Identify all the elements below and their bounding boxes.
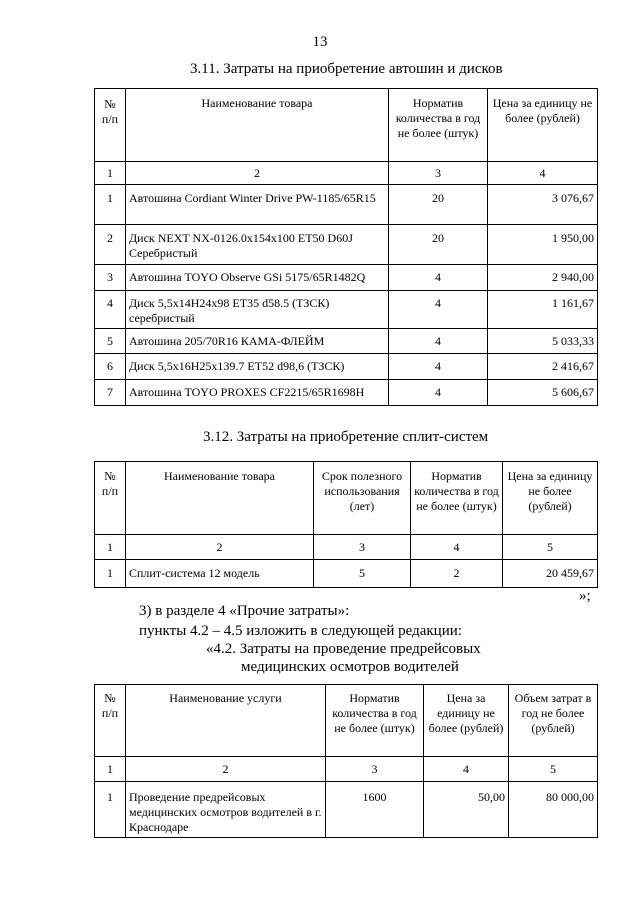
column-number: 3: [314, 535, 411, 560]
column-number: 1: [95, 162, 126, 185]
page-number: 13: [312, 34, 328, 50]
table-row: [95, 380, 598, 406]
row-number: 5: [95, 329, 126, 354]
header-cell: Срок полезного использования (лет): [314, 462, 411, 535]
column-number: 5: [509, 757, 598, 782]
product-name: Автошина 205/70R16 КАМА-ФЛЕЙМ: [126, 329, 389, 354]
table-header-row: [95, 685, 598, 757]
section-311-title: 3.11. Затраты на приобретение автошин и дисков: [190, 61, 503, 77]
header-cell: Норматив количества в год не более (штук): [389, 89, 488, 162]
price: 2 940,00: [488, 265, 598, 291]
header-cell: Объем затрат в год не более (рублей): [509, 685, 598, 757]
header-cell: № п/п: [95, 462, 126, 535]
product-name: Автошина TOYO Observe GSi 5175/65R1482Q: [126, 265, 389, 291]
column-number: 1: [95, 757, 126, 782]
column-number: 2: [126, 162, 389, 185]
column-number: 5: [503, 535, 598, 560]
quantity: 4: [389, 329, 488, 354]
column-number: 1: [95, 535, 126, 560]
row-number: 6: [95, 354, 126, 380]
table-row: [95, 225, 598, 265]
table-row: [95, 329, 598, 354]
column-number-row: [95, 162, 598, 185]
section-42-heading-line-1: «4.2. Затраты на проведение предрейсовых: [206, 641, 481, 657]
price: 50,00: [424, 782, 509, 838]
price: 1 950,00: [488, 225, 598, 265]
quantity: 20: [389, 185, 488, 225]
product-name: Диск NEXT NX-0126.0x154x100 ET50 D60J Серебристый: [126, 225, 389, 265]
column-number: 4: [488, 162, 598, 185]
table-row: [95, 560, 598, 588]
column-number: 4: [411, 535, 503, 560]
table-row: [95, 291, 598, 329]
service-name: Проведение предрейсовых медицинских осмотров водителей в г. Краснодаре: [126, 782, 326, 838]
total-cost: 80 000,00: [509, 782, 598, 838]
useful-life: 5: [314, 560, 411, 588]
price: 1 161,67: [488, 291, 598, 329]
row-number: 1: [95, 185, 126, 225]
section-312-title: 3.12. Затраты на приобретение сплит-систем: [203, 429, 489, 445]
table-row: [95, 782, 598, 838]
column-number: 2: [126, 535, 314, 560]
price: 2 416,67: [488, 354, 598, 380]
row-number: 1: [95, 782, 126, 838]
paragraph-line-2: пункты 4.2 – 4.5 изложить в следующей редакции:: [139, 623, 462, 639]
row-number: 1: [95, 560, 126, 588]
product-name: Диск 5,5x16H25x139.7 ET52 d98,6 (ТЗСК): [126, 354, 389, 380]
header-cell: Наименование товара: [126, 89, 389, 162]
row-number: 2: [95, 225, 126, 265]
quantity: 20: [389, 225, 488, 265]
column-number: 3: [326, 757, 424, 782]
table-42: [94, 684, 598, 838]
paragraph-line-1: 3) в разделе 4 «Прочие затраты»:: [139, 603, 350, 619]
column-number: 4: [424, 757, 509, 782]
header-cell: Норматив количества в год не более (штук): [411, 462, 503, 535]
row-number: 4: [95, 291, 126, 329]
column-number-row: [95, 535, 598, 560]
quantity: 4: [389, 354, 488, 380]
column-number: 2: [126, 757, 326, 782]
header-cell: Цена за единицу не более (рублей): [503, 462, 598, 535]
section-42-heading-line-2: медицинских осмотров водителей: [241, 659, 459, 675]
header-cell: № п/п: [95, 685, 126, 757]
table-header-row: [95, 89, 598, 162]
quantity: 4: [389, 265, 488, 291]
product-name: Автошина Cordiant Winter Drive PW-1185/65R15: [126, 185, 389, 225]
price: 5 033,33: [488, 329, 598, 354]
table-312: [94, 461, 598, 588]
table-row: [95, 185, 598, 225]
product-name: Диск 5,5x14H24x98 ET35 d58.5 (ТЗСК) серебристый: [126, 291, 389, 329]
header-cell: Цена за единицу не более (рублей): [424, 685, 509, 757]
header-cell: Наименование товара: [126, 462, 314, 535]
row-number: 7: [95, 380, 126, 406]
header-cell: Цена за единицу не более (рублей): [488, 89, 598, 162]
product-name: Сплит-система 12 модель: [126, 560, 314, 588]
header-cell: Наименование услуги: [126, 685, 326, 757]
table-row: [95, 354, 598, 380]
price: 20 459,67: [503, 560, 598, 588]
table-row: [95, 265, 598, 291]
quantity: 4: [389, 291, 488, 329]
quantity: 4: [389, 380, 488, 406]
column-number: 3: [389, 162, 488, 185]
quantity: 2: [411, 560, 503, 588]
table-header-row: [95, 462, 598, 535]
column-number-row: [95, 757, 598, 782]
header-cell: № п/п: [95, 89, 126, 162]
row-number: 3: [95, 265, 126, 291]
table-311: [94, 88, 598, 406]
closing-quote: »;: [579, 588, 591, 604]
price: 5 606,67: [488, 380, 598, 406]
header-cell: Норматив количества в год не более (штук): [326, 685, 424, 757]
product-name: Автошина TOYO PROXES CF2215/65R1698H: [126, 380, 389, 406]
price: 3 076,67: [488, 185, 598, 225]
quantity: 1600: [326, 782, 424, 838]
